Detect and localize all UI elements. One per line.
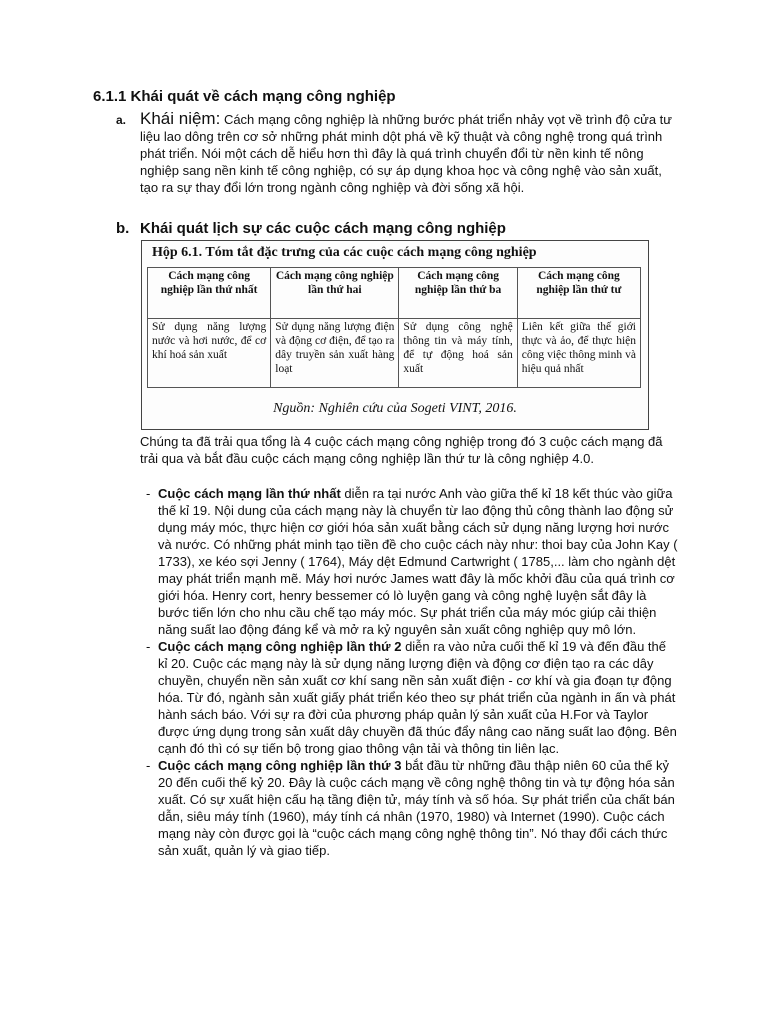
bullet-text: diễn ra tại nước Anh vào giữa thế kỉ 18 kết thúc vào giữa thế kỉ 19. Nội dung của cách mạng này là chuyển từ lao động thủ công thành lao động sử dụng máy móc, thực hiện cơ giới hóa sản xuất bằng cách sử dụng năng lượng hơi nước và nước. Có những phát minh tạo tiền đề cho cuộc cách này như: thoi bay của John Kay ( 1733), xe kéo sợi Jenny ( 1764), Máy dệt Edmund Cartwright ( 1785,... làm cho ngành dệt may phát triển mạnh mẽ. Máy hơi nước James watt đây là mốc khởi đầu của quá trình cơ giới hóa. Henry cort, henry bessemer có lò luyện gang và công nghệ luyện sắt đây là bước tiến lớn cho nhu cầu chế tạo máy móc. Sự phát triển của máy móc giúp cải thiện năng suất lao động đáng kể và mở ra kỷ nguyên sản xuất công nghiệp quy mô lớn. <box>158 486 678 637</box>
bullet-dash: - <box>146 639 151 654</box>
bullet-title: Cuộc cách mạng lần thứ nhất <box>158 486 341 501</box>
item-a-term: Khái niệm: <box>140 109 221 128</box>
item-a-text: Cách mạng công nghiệp là những bước phát triển nhảy vọt về trình độ cửa tư liệu lao dông trên cơ sở những phát minh dột phá về kỹ thuật và công nghệ trong quá trình phát triển. Nói một cách dễ hiểu hơn thì đây là quá trình chuyển đổi từ nền kinh tế nông nghiệp sang nền kinh tế công nghiệp, có sự áp dụng khoa học và công nghệ vào sản xuất, tạo ra sự thay đổi lớn trong ngành công nghiệp và đời sống xã hội. <box>140 112 672 195</box>
table-cell: Sử dụng năng lượng điện và động cơ điện, để tạo ra dây truyền sản xuất hàng loạt <box>271 319 399 388</box>
table-header: Cách mạng công nghiệp lần thứ tư <box>517 268 640 319</box>
item-b-title: Khái quát lịch sự các cuộc cách mạng công nghiệp <box>140 220 506 237</box>
figure-source: Nguồn: Nghiên cứu của Sogeti VINT, 2016. <box>273 401 517 416</box>
item-a <box>116 109 675 196</box>
table-header: Cách mạng công nghiệp lần thứ nhất <box>148 268 271 319</box>
list-item <box>146 485 678 638</box>
figure-title: Hộp 6.1. Tóm tắt đặc trưng của các cuộc cách mạng công nghiệp <box>152 245 537 260</box>
bullet-list <box>146 485 678 859</box>
table-row <box>148 319 641 388</box>
section-heading: 6.1.1 Khái quát về cách mạng công nghiệp <box>93 88 396 105</box>
item-b <box>116 220 675 237</box>
bullet-title: Cuộc cách mạng công nghiệp lần thứ 3 <box>158 758 402 773</box>
table-cell: Sử dụng công nghệ thông tin và máy tính, để tự động hoá sản xuất <box>399 319 517 388</box>
table-header-row <box>148 268 641 319</box>
summary-figure <box>141 240 649 430</box>
table-cell: Liên kết giữa thế giới thực và ảo, để thực hiện công việc thông minh và hiệu quả nhất <box>517 319 640 388</box>
item-a-marker: a. <box>116 113 127 127</box>
bullet-title: Cuộc cách mạng công nghiệp lần thứ 2 <box>158 639 402 654</box>
table-header: Cách mạng công nghiệp lần thứ ba <box>399 268 517 319</box>
list-item <box>146 638 678 757</box>
bullet-dash: - <box>146 758 151 773</box>
list-item <box>146 757 678 859</box>
intro-paragraph: Chúng ta đã trải qua tổng là 4 cuộc cách mạng công nghiệp trong đó 3 cuộc cách mạng đã trải qua và bắt đầu cuộc cách mạng công nghiệp lần thứ tư là công nghiệp 4.0. <box>140 434 663 466</box>
item-b-marker: b. <box>116 220 130 237</box>
table-cell: Sử dụng năng lượng nước và hơi nước, để cơ khí hoá sản xuất <box>148 319 271 388</box>
bullet-text: bắt đầu từ những đầu thập niên 60 của thế kỷ 20 đến cuối thế kỷ 20. Đây là cuộc cách mạng về công nghệ thông tin và tự động hóa sản xuất. Có sự xuất hiện cấu hạ tầng điện tử, máy tính và số hóa. Sự phát triển của chất bán dẫn, siêu máy tính (1960), máy tính cá nhân (1970, 1980) và Internet (1990). Cuộc cách mạng này còn được gọi là “cuộc cách mạng công nghệ thông tin”. Nó thay đổi cách thức sản xuất, quản lý và giao tiếp. <box>158 758 675 858</box>
summary-table <box>147 267 641 388</box>
table-header: Cách mạng công nghiệp lần thứ hai <box>271 268 399 319</box>
bullet-dash: - <box>146 486 151 501</box>
bullet-text: diễn ra vào nửa cuối thế kỉ 19 và đến đầu thế kỉ 20. Cuộc các mạng này là sử dụng năng lượng điện và động cơ điện tạo ra các dây chuyền, chuyển nền sản xuất cơ khí sang nền sản xuất điện - cơ khí và gia đoạn tự động hóa. Từ đó, ngành sản xuất giấy phát triển kéo theo sự phát triển của ngành in ấn và phát hành sách báo. Với sự ra đời của phương pháp quản lý sản xuất của H.For và Taylor được ứng dụng trong sản xuất dây chuyền đã thúc đẩy nâng cao năng suất lao động. Bên cạnh đó thì có sự tiến bộ trong giao thông vận tải và thông tin liên lạc. <box>158 639 677 756</box>
